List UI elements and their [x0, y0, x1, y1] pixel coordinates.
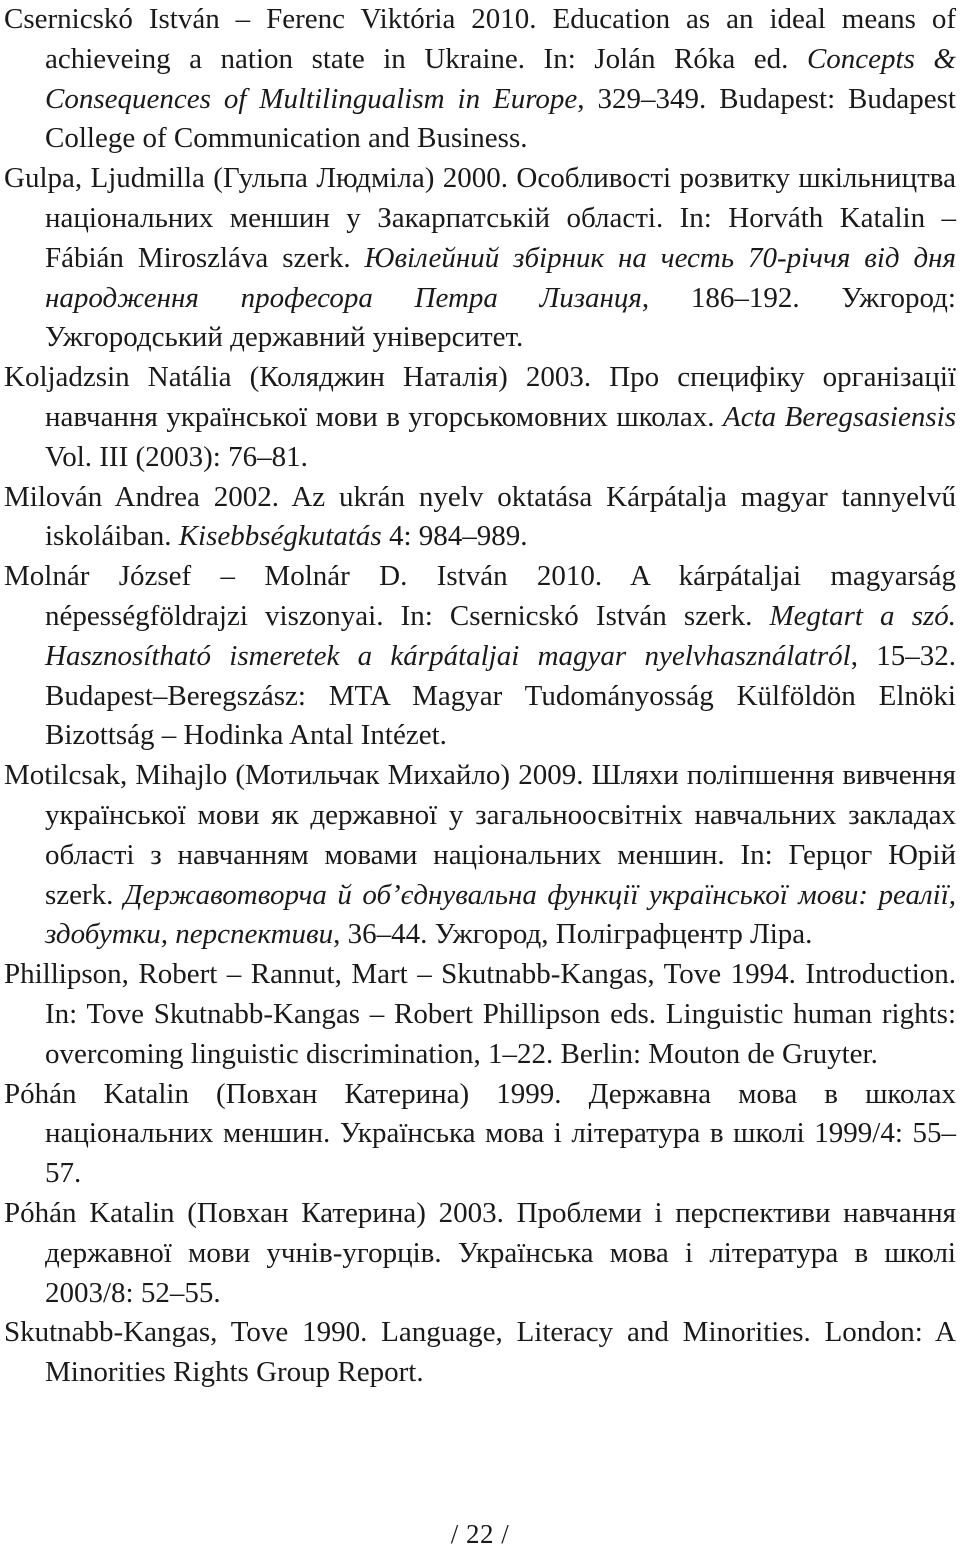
reference-title: Concepts & Consequences of Multilingualism in Europe [45, 42, 956, 115]
reference-entry [4, 756, 956, 955]
reference-text: Phillipson, Robert – Rannut, Mart – Skutnabb-Kangas, Tove 1994. Introduction. In: Tove Skutnabb-Kangas – Robert Phillipson eds. Linguistic human rights: overcoming linguistic discrimination, 1‒22. Berlin: Mouton de Gruyter. [4, 958, 956, 1070]
reference-title: Державотворча й об’єднувальна функції української мови: реалії, здобутки, перспективи [45, 878, 957, 951]
reference-text: , 329‒349. Budapest: Budapest College of Communication and Business. [45, 82, 956, 155]
reference-text: Milován Andrea 2002. Az ukrán nyelv oktatása Kárpátalja magyar tannyelvű iskoláiban. [4, 480, 956, 553]
reference-entry [4, 159, 956, 358]
reference-text: Skutnabb-Kangas, Tove 1990. Language, Literacy and Minorities. London: A Minorities Rights Group Report. [4, 1316, 956, 1389]
reference-entry [4, 478, 956, 558]
reference-title: Ювілейний збірник на честь 70-річчя від дня народження професора Петра Лизанця [45, 241, 956, 314]
reference-entry [4, 358, 956, 477]
reference-text: , 36‒44. Ужгород, Поліграфцентр Ліра. [333, 918, 813, 951]
reference-page [4, 0, 956, 1393]
reference-text: Motilcsak, Mihajlo (Мотильчак Михайло) 2009. Шляхи поліпшення вивчення української мови як державної у загальноосвітніх навчальних закладах області з навчанням мовами національних меншин. In: Герцог Юрій szerk. [4, 759, 956, 911]
reference-text: Vol. III (2003): 76‒81. [45, 440, 308, 473]
reference-text: , 186‒192. Ужгород: Ужгородський державний університет. [45, 281, 956, 354]
reference-text: Koljadzsin Natália (Коляджин Наталія) 2003. Про специфіку організації навчання української мови в угорськомовних школах. [4, 361, 956, 433]
reference-text: Molnár József – Molnár D. István 2010. A kárpátaljai magyarság népességföldrajzi viszonyai. In: Csernicskó István szerk. [4, 560, 956, 632]
reference-list [4, 0, 956, 1393]
reference-text: Póhán Katalin (Повхан Катерина) 1999. Державна мова в школах національних меншин. Українська мова і література в школі 1999/4: 55‒57. [4, 1077, 956, 1190]
reference-entry [4, 1075, 956, 1194]
reference-text: Csernicskó István – Ferenc Viktória 2010. Education as an ideal means of achieveing a nation state in Ukraine. In: Jolán Róka ed. [4, 3, 956, 75]
reference-text: 4: 984‒989. [381, 520, 528, 553]
reference-title: Megtart a szó. Hasznosítható ismeretek a kárpátaljai magyar nyelvhasználatról [45, 599, 957, 672]
reference-text: Póhán Katalin (Повхан Катерина) 2003. Проблеми і перспективи навчання державної мови учнів-угорців. Українська мова і література в школі 2003/8: 52‒55. [4, 1196, 956, 1309]
page-number: / 22 / [450, 1519, 510, 1549]
reference-entry [4, 557, 956, 756]
reference-title: Kisebbségkutatás [178, 520, 382, 553]
reference-entry [4, 955, 956, 1074]
reference-entry [4, 1313, 956, 1393]
reference-title: Acta Beregsasiensis [723, 400, 956, 433]
reference-entry [4, 1194, 956, 1313]
reference-text: , 15‒32. Budapest‒Beregszász: MTA Magyar Tudományosság Külföldön Elnöki Bizottság – Hodinka Antal Intézet. [45, 639, 957, 752]
reference-entry [4, 0, 956, 159]
reference-text: Gulpa, Ljudmilla (Гульпа Людміла) 2000. Особливості розвитку шкільництва національних меншин у Закарпатській області. In: Horváth Katalin – Fábián Miroszláva szerk. [4, 162, 956, 274]
